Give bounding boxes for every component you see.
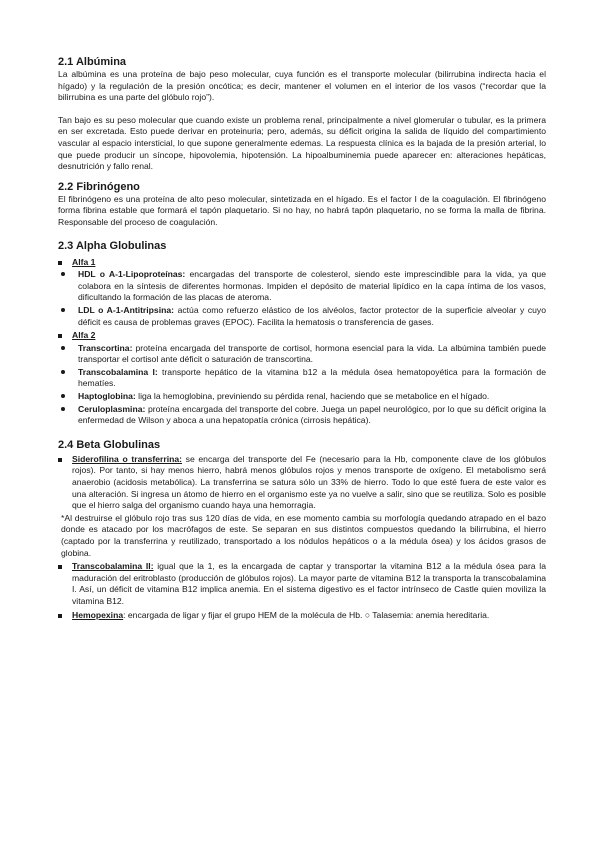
list-item	[58, 343, 546, 366]
list-item	[58, 269, 546, 304]
list-item-siderofilina	[58, 454, 546, 512]
list-item	[58, 391, 546, 403]
list-item	[58, 404, 546, 427]
beta-note: *Al destruirse el glóbulo rojo tras sus 120 días de vida, en ese momento cambia su morfología quedando atrapado en el bazo donde es atacado por los macrófagos de este. Se separan en sus distintos compuestos quedando la bilirrubina, el hierro (captado por la transferrina y reutilizado, transportado a los nódulos hepáticos o a la médula ósea) y los ácidos grasos de globina.	[61, 512, 546, 558]
item-term: Ceruloplasmina:	[78, 403, 146, 414]
document-page	[58, 56, 546, 621]
item-term: Haptoglobina:	[78, 391, 136, 402]
bullet-icon	[61, 272, 65, 276]
item-term: LDL o A-1-Antitripsina:	[78, 304, 174, 315]
albumina-paragraph-1: La albúmina es una proteína de bajo peso molecular, cuya función es el transporte molecular (bilirrubina indirecta hacia el hígado) y la regulación de la presión oncótica; es decir, mantener el volumen en el interior de los vasos (“recordar que la bilirrubina es una parte del glóbulo rojo”).	[58, 69, 546, 103]
item-text: transporte hepático de la vitamina b12 a la médula ósea hematopoyética para la formación de hematíes.	[78, 366, 546, 389]
list-item-transcobalamina-2	[58, 561, 546, 607]
list-item	[58, 305, 546, 328]
item-term: Transcortina:	[78, 342, 133, 353]
item-term: Siderofilina o transferrina:	[72, 453, 182, 464]
item-text: actúa como refuerzo elástico de los alvéolos, factor protector de la superficie alveolar y cuyo déficit es causa de problemas graves (EPOC). Facilita la hematosis o transferencia de gases.	[78, 304, 546, 327]
beta-list-2	[58, 561, 546, 621]
alfa1-subheading	[58, 257, 546, 269]
item-text: encargadas del transporte de colesterol, siendo este imprescindible para la vida, ya que colabora en la síntesis de diferentes hormonas. Impiden el depósito de material lipídico en la capa íntima de los vasos, dificultando la formación de las placas de ateroma.	[78, 269, 546, 303]
albumina-paragraph-2: Tan bajo es su peso molecular que cuando existe un problema renal, principalmente a nivel glomerular o tubular, es la primera en ser excretada. Esto puede derivar en proteinuria; pero, además, su déficit origina la salida de líquido del compartimiento vascular al espacio intersticial, lo que supone generalmente edemas. La respuesta clínica es la bajada de la presión arterial, lo que puede producir un síncope, hipovolemia, hipotensión. La hipoalbuminemia puede aparecer en: alteraciones hepáticas, desnutrición y fallo renal.	[58, 114, 546, 172]
fibrinogeno-paragraph: El fibrinógeno es una proteína de alto peso molecular, sintetizada en el hígado. Es el factor I de la coagulación. El fibrinógeno forma fibrina estable que formará el tapón plaquetario. Si no hay, no habrá tapón plaquetario, no se forma la malla de fibrina. Responsable del proceso de coagulación.	[58, 193, 546, 227]
item-text: : encargada de ligar y fijar el grupo HEM de la molécula de Hb. ○ Talasemia: anemia hereditaria.	[123, 609, 490, 620]
heading-albumina: 2.1 Albúmina	[58, 56, 127, 68]
alfa2-list	[58, 343, 546, 427]
bullet-icon	[61, 370, 65, 374]
list-item-hemopexina	[58, 610, 546, 622]
bullet-icon	[61, 346, 65, 350]
square-bullet-icon	[58, 334, 62, 338]
bullet-icon	[61, 394, 65, 398]
heading-fibrinogeno: 2.2 Fibrinógeno	[58, 180, 140, 193]
square-bullet-icon	[58, 614, 62, 618]
item-text: proteína encargada del transporte de cortisol, hormona esencial para la vida. La albúmina también puede transportar el cortisol ante déficit o saturación de transcortina.	[78, 342, 546, 365]
alfa2-subheading	[58, 330, 546, 342]
item-term: HDL o A-1-Lipoproteínas:	[78, 269, 186, 280]
heading-beta-globulinas: 2.4 Beta Globulinas	[58, 438, 161, 451]
spacer	[58, 104, 546, 115]
alfa1-label: Alfa 1	[72, 256, 96, 267]
alfa1-list	[58, 269, 546, 328]
item-text: igual que la 1, es la encargada de captar y transportar la vitamina B12 a la médula ósea para la maduración del eritroblasto (producción de glóbulos rojos). La mayor parte de vitamina B12 la transporta la transcobalamina I. Así, un déficit de vitamina B12 implica anemia. En el sistema digestivo es el factor intrínseco de Castle quien moviliza la vitamina B12.	[72, 561, 546, 606]
bullet-icon	[61, 308, 65, 312]
alfa2-label: Alfa 2	[72, 330, 96, 341]
list-item	[58, 367, 546, 390]
bullet-icon	[61, 407, 65, 411]
heading-alpha-globulinas: 2.3 Alpha Globulinas	[58, 239, 167, 252]
item-text: liga la hemoglobina, previniendo su pérdida renal, haciendo que se metabolice en el hígado.	[135, 391, 490, 402]
beta-list-1	[58, 454, 546, 512]
item-text: se encarga del transporte del Fe (necesario para la Hb, componente clave de los glóbulos rojos). Por tanto, si hay menos hierro, habrá menos glóbulos rojos y menos transporte de oxígeno. El metabolismo será anaerobio (acidosis metabólica). La transferrina se satura sólo un 33% de hierro. Todo lo que esté fuera de este valor es una alteración. Si ingresa un átomo de hierro en el organismo este ya no vuelve a salir, sino que se reutiliza. Solo es posible que el hierro salga del organismo cuando haya una hemorragia.	[72, 453, 546, 511]
item-text: proteína encargada del transporte del cobre. Juega un papel neurológico, por lo que su déficit origina la enfermedad de Wilson y aboca a una hepatopatía crónica (cirrosis hepática).	[78, 403, 546, 426]
item-term: Transcobalamina II:	[72, 561, 154, 572]
item-term: Transcobalamina I:	[78, 366, 158, 377]
square-bullet-icon	[58, 261, 62, 265]
item-term: Hemopexina	[72, 609, 124, 620]
square-bullet-icon	[58, 565, 62, 569]
square-bullet-icon	[58, 458, 62, 462]
